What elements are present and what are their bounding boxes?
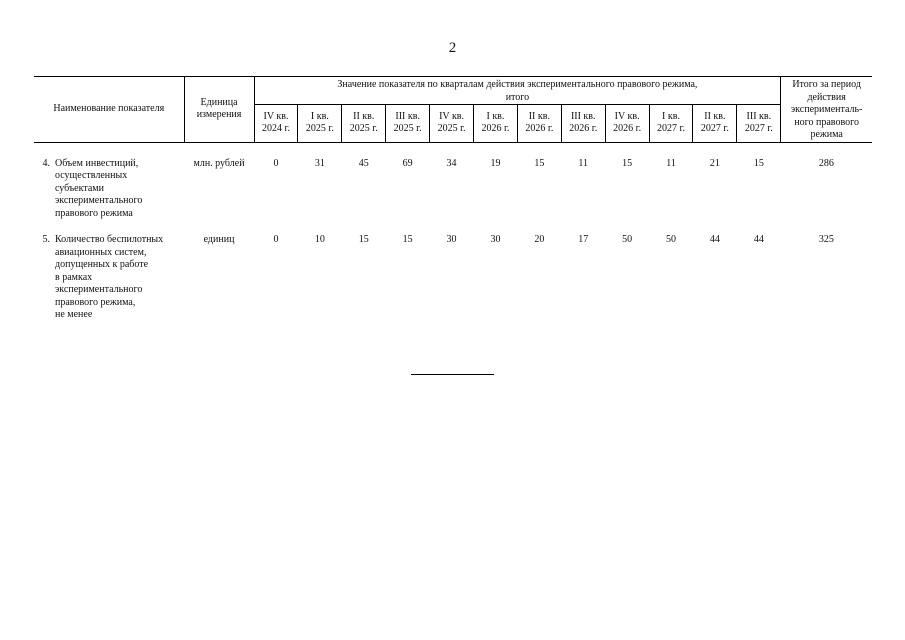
indicators-table [34,76,872,322]
header-quarter: III кв. 2027 г. [737,105,781,142]
total-cell: 286 [818,157,834,169]
value-cell: 31 [314,157,325,169]
footer-divider [411,374,494,375]
value-cell: 10 [314,234,325,245]
page-number: 2 [448,40,457,56]
total-cell: 325 [818,234,834,245]
value-cell: 30 [446,234,457,245]
value-cell: 17 [578,234,589,245]
header-quarter: II кв. 2026 г. [517,105,561,142]
header-quarter: II кв. 2025 г. [342,105,386,142]
header-quarter: III кв. 2025 г. [386,105,430,142]
value-cell: 0 [273,157,279,169]
header-total: Итого за период действия эксперименталь- ного правового режима [781,77,872,143]
value-cell: 15 [358,234,369,245]
table-row [34,220,872,322]
header-quarter: IV кв. 2024 г. [254,105,298,142]
value-cell: 15 [753,157,764,169]
value-cell: 34 [446,157,457,169]
value-cell: 15 [534,157,545,169]
indicator-name-cell [34,220,184,322]
header-indicator-name: Наименование показателя [34,77,184,143]
header-quarter: II кв. 2027 г. [693,105,737,142]
value-cell: 44 [709,234,720,245]
value-cell: 11 [578,157,589,169]
value-cell: 50 [666,234,676,245]
value-cell: 11 [666,157,676,169]
value-cell: 19 [490,157,501,169]
header-quarter: III кв. 2026 г. [561,105,605,142]
value-cell: 44 [753,234,764,245]
value-cell: 21 [709,157,720,169]
value-cell: 30 [490,234,501,245]
header-unit: Единица измерения [184,77,254,143]
header-quarter-group: Значение показателя по кварталам действия экспериментального правового режима, итого [254,77,781,105]
unit-cell: единиц [203,234,235,245]
value-cell: 15 [402,234,413,245]
row-number: 5. [42,234,50,245]
row-number: 4. [42,157,50,169]
indicator-name: Объем инвестиций, осуществленных субъектами экспериментального правового режима [55,157,143,219]
value-cell: 0 [273,234,279,245]
header-quarter: I кв. 2025 г. [298,105,342,142]
header-quarter: IV кв. 2026 г. [605,105,649,142]
value-cell: 15 [622,157,633,169]
value-cell: 69 [402,157,413,169]
header-quarter: I кв. 2026 г. [474,105,518,142]
header-quarter: IV кв. 2025 г. [430,105,474,142]
indicator-name-cell [34,142,184,220]
table-row [34,142,872,220]
unit-cell: млн. рублей [193,157,245,169]
value-cell: 50 [622,234,633,245]
value-cell: 20 [534,234,545,245]
header-quarter: I кв. 2027 г. [649,105,693,142]
value-cell: 45 [358,157,369,169]
indicator-name: Количество беспилотных авиационных систем, допущенных к работе в рамках экспериментального правового режима, не менее [55,234,164,320]
